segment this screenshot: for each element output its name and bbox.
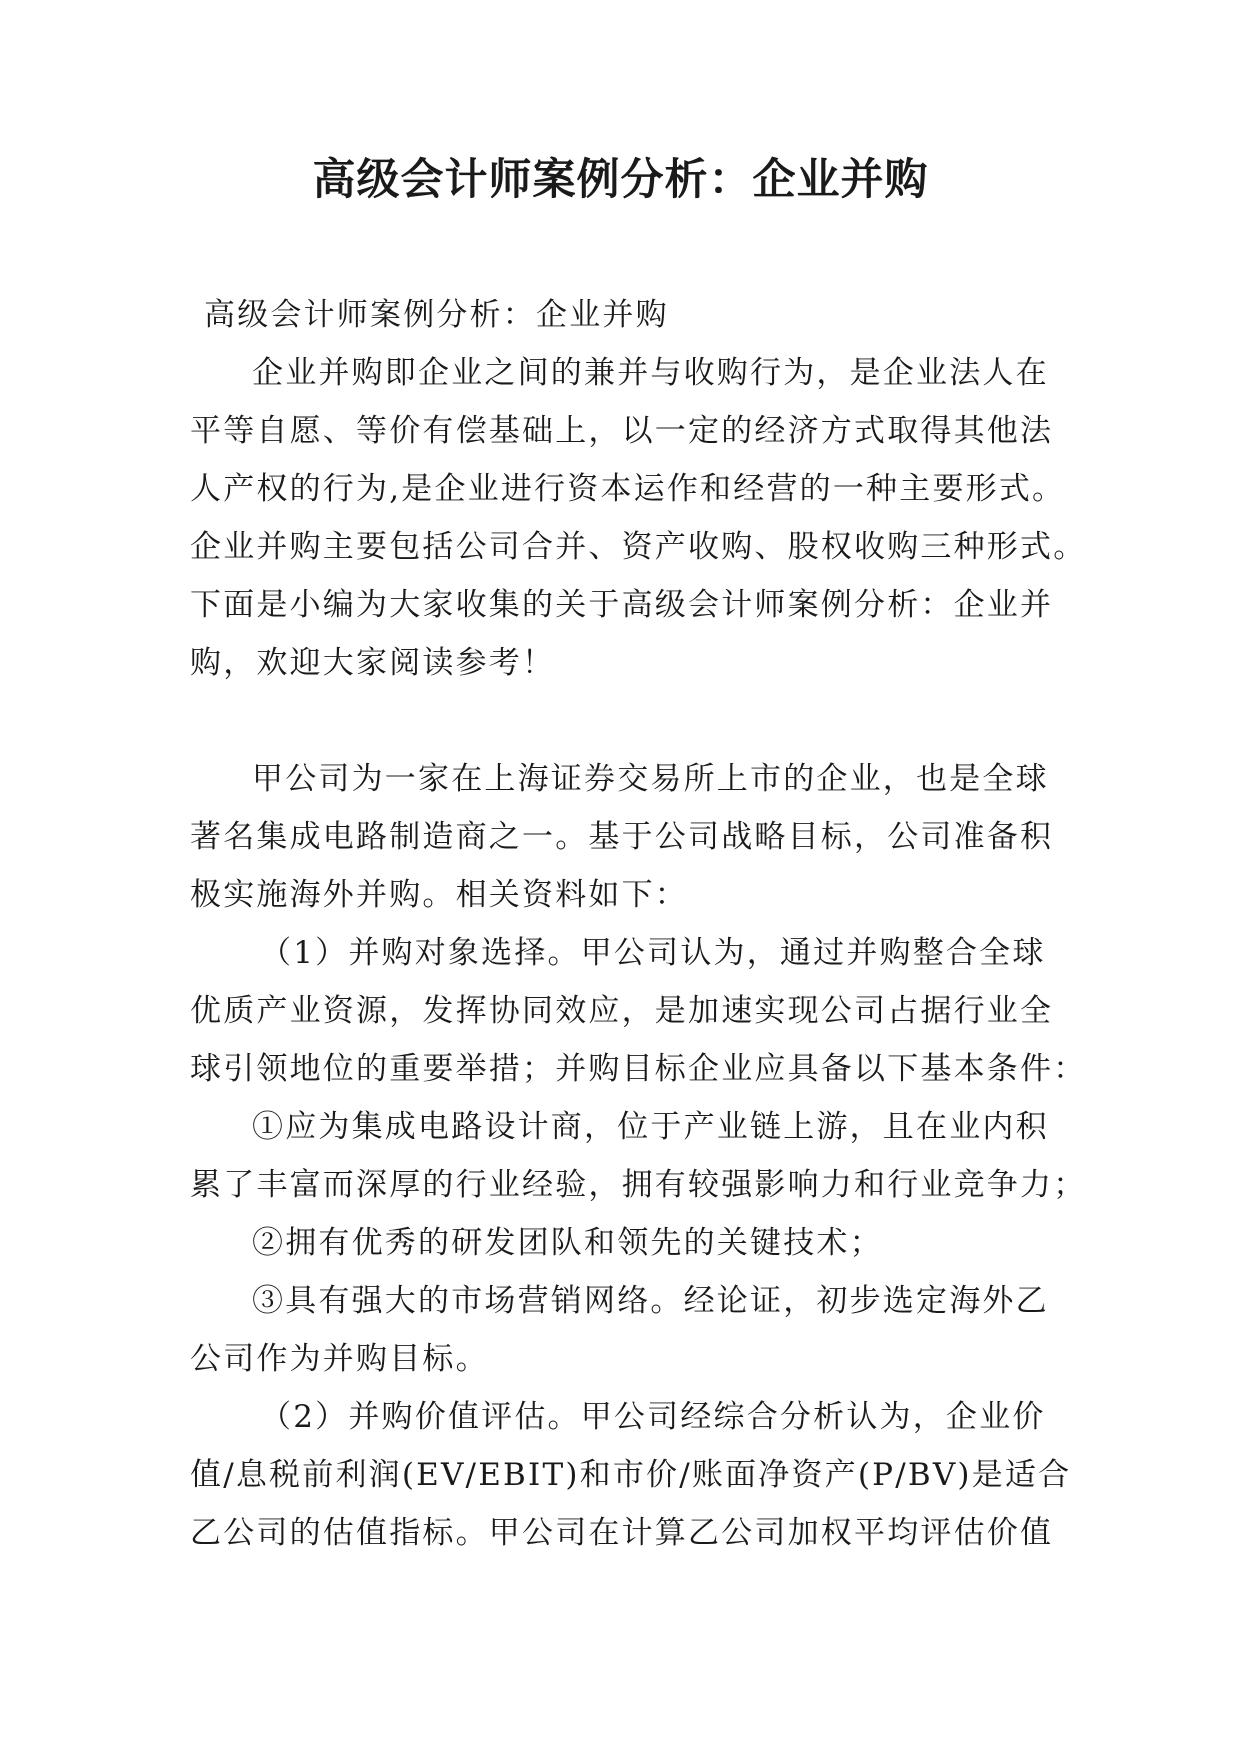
paragraph-gap — [190, 692, 1052, 750]
list-item-line: ①应为集成电路设计商，位于产业链上游，且在业内积 — [252, 1109, 1049, 1145]
paragraph-line: 企业并购主要包括公司合并、资产收购、股权收购三种形式。 — [190, 529, 1087, 565]
paragraph-line: 企业并购即企业之间的兼并与收购行为，是企业法人在 — [252, 355, 1049, 391]
document-body — [190, 286, 1087, 1562]
list-item-line: ②拥有优秀的研发团队和领先的关键技术； — [252, 1225, 883, 1261]
paragraph-line: 乙公司的估值指标。甲公司在计算乙公司加权平均评估价值 — [190, 1515, 1054, 1551]
paragraph-line: 人产权的行为,是企业进行资本运作和经营的一种主要形式。 — [190, 471, 1066, 507]
document-title: 高级会计师案例分析：企业并购 — [312, 155, 929, 205]
paragraph-line: 下面是小编为大家收集的关于高级会计师案例分析：企业并 — [190, 587, 1054, 623]
paragraph-line: 极实施海外并购。相关资料如下： — [190, 877, 688, 913]
list-item-line: 累了丰富而深厚的行业经验，拥有较强影响力和行业竞争力； — [190, 1167, 1087, 1203]
paragraph-line: 著名集成电路制造商之一。基于公司战略目标，公司准备积 — [190, 819, 1054, 855]
list-item-line: ③具有强大的市场营销网络。经论证，初步选定海外乙 — [252, 1283, 1049, 1319]
subtitle-line: 高级会计师案例分析：企业并购 — [204, 297, 669, 333]
paragraph-line: 公司作为并购目标。 — [190, 1341, 489, 1377]
paragraph-line: 球引领地位的重要举措；并购目标企业应具备以下基本条件： — [190, 1051, 1087, 1087]
paragraph-line: （2）并购价值评估。甲公司经综合分析认为，企业价 — [260, 1399, 1046, 1435]
paragraph-line: 优质产业资源，发挥协同效应，是加速实现公司占据行业全 — [190, 993, 1054, 1029]
paragraph-line: 值/息税前利润(EV/EBIT)和市价/账面净资产(P/BV)是适合 — [190, 1457, 1072, 1493]
paragraph-line: 平等自愿、等价有偿基础上，以一定的经济方式取得其他法 — [190, 413, 1054, 449]
paragraph-line: 购，欢迎大家阅读参考！ — [190, 645, 556, 681]
paragraph-line: （1）并购对象选择。甲公司认为，通过并购整合全球 — [260, 935, 1046, 971]
paragraph-line: 甲公司为一家在上海证券交易所上市的企业，也是全球 — [252, 761, 1049, 797]
